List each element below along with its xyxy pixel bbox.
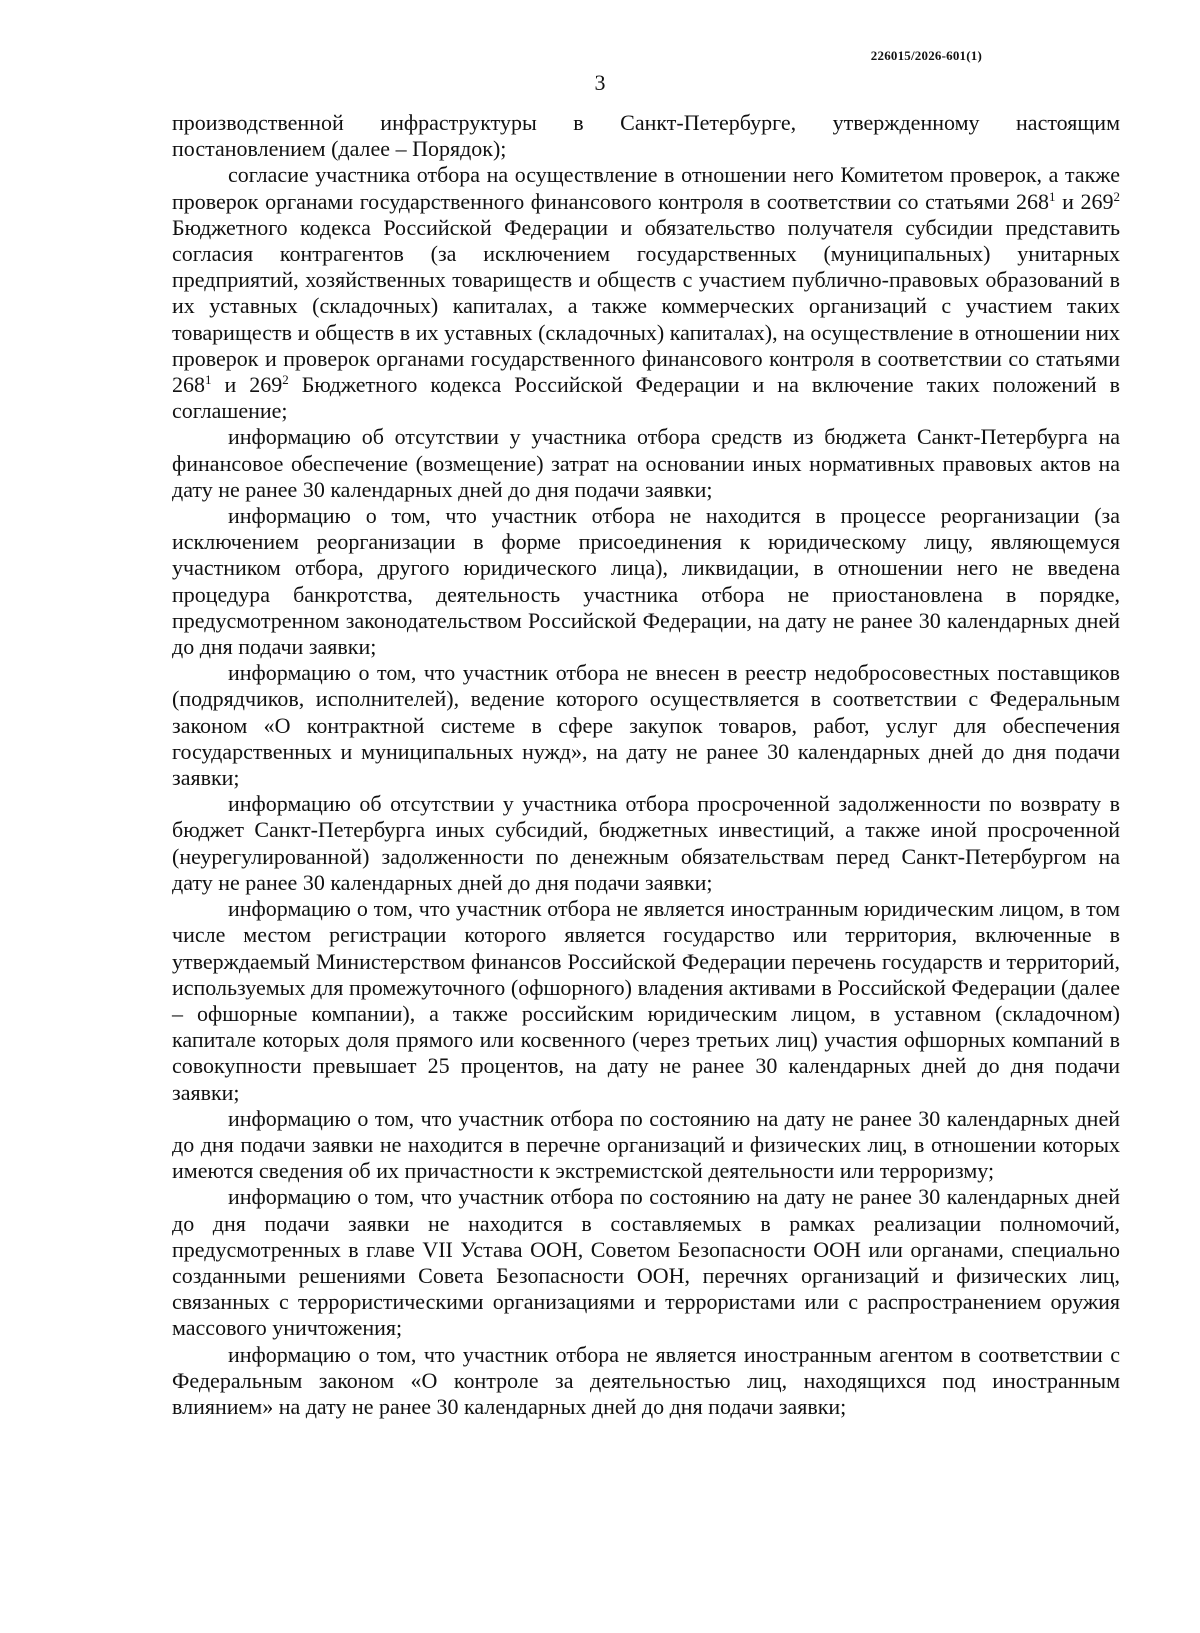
superscript: 1 (205, 372, 212, 388)
paragraph (172, 162, 1120, 424)
paragraph (172, 503, 1120, 660)
text-run: Бюджетного кодекса Российской Федерации и обязательство получателя субсидии представить согласия контрагентов (за исключением государственных (муниципальных) унитарных предприятий, хозяйственных товариществ и обществ с участием публично-правовых образований в их уставных (складочных) капиталах, а также коммерческих организаций с участием таких товариществ и обществ в их уставных (складочных) капиталах), на осуществление в отношении них проверок и проверок органами государственного финансового контроля в соответствии со статьями 268 (172, 214, 1120, 398)
superscript: 2 (1113, 188, 1120, 204)
text-run: Бюджетного кодекса Российской Федерации и на включение таких положений в соглашение; (172, 372, 1120, 424)
superscript: 2 (282, 372, 289, 388)
text-run: и 269 (1055, 188, 1114, 214)
document-body (172, 110, 1120, 1420)
paragraph (172, 1106, 1120, 1185)
text-run: информацию об отсутствии у участника отбора просроченной задолженности по возврату в бюджет Санкт-Петербурга иных субсидий, бюджетных инвестиций, а также иной просроченной (неурегулированной) задолженности по денежным обязательствам перед Санкт-Петербургом на дату не ранее 30 календарных дней до дня подачи заявки; (172, 791, 1120, 895)
text-run: согласие участника отбора на осуществление в отношении него Комитетом проверок, а также проверок органами государственного финансового контроля в соответствии со статьями 268 (172, 162, 1120, 214)
paragraph (172, 660, 1120, 791)
text-run: информацию о том, что участник отбора не находится в процессе реорганизации (за исключением реорганизации в форме присоединения к юридическому лицу, являющемуся участником отбора, другого юридического лица), ликвидации, в отношении него не введена процедура банкротства, деятельность участника отбора не приостановлена в порядке, предусмотренном законодательством Российской Федерации, на дату не ранее 30 календарных дней до дня подачи заявки; (172, 503, 1120, 660)
text-run: информацию о том, что участник отбора по состоянию на дату не ранее 30 календарных дней до дня подачи заявки не находится в перечне организаций и физических лиц, в отношении которых имеются сведения об их причастности к экстремистской деятельности или терроризму; (172, 1105, 1120, 1184)
text-run: и 269 (211, 372, 283, 398)
text-run: информацию о том, что участник отбора не внесен в реестр недобросовестных поставщиков (подрядчиков, исполнителей), ведение которого осуществляется в соответствии с Федеральным законом «О контрактной системе в сфере закупок товаров, работ, услуг для обеспечения государственных и муниципальных нужд», на дату не ранее 30 календарных дней до дня подачи заявки; (172, 660, 1120, 791)
text-run: информацию об отсутствии у участника отбора средств из бюджета Санкт-Петербурга на финансовое обеспечение (возмещение) затрат на основании иных нормативных правовых актов на дату не ранее 30 календарных дней до дня подачи заявки; (172, 424, 1120, 502)
superscript: 1 (1049, 188, 1056, 204)
paragraph (172, 896, 1120, 1106)
paragraph (172, 1342, 1120, 1421)
page-number: 3 (594, 70, 606, 95)
paragraph (172, 791, 1120, 896)
document-number: 226015/2026-601(1) (870, 48, 982, 63)
text-run: информацию о том, что участник отбора не является иностранным агентом в соответствии с Федеральным законом «О контроле за деятельностью лиц, находящихся под иностранным влиянием» на дату не ранее 30 календарных дней до дня подачи заявки; (172, 1341, 1120, 1419)
text-run: информацию о том, что участник отбора не является иностранным юридическим лицом, в том числе местом регистрации которого является государство или территория, включенные в утверждаемый Министерством финансов Российской Федерации перечень государств и территорий, используемых для промежуточного (офшорного) владения активами в Российской Федерации (далее – офшорные компании), а также российским юридическим лицом, в уставном (складочном) капитале которых доля прямого или косвенного (через третьих лиц) участия офшорных компаний в совокупности превышает 25 процентов, на дату не ранее 30 календарных дней до дня подачи заявки; (172, 896, 1120, 1105)
paragraph (172, 1184, 1120, 1341)
text-run: информацию о том, что участник отбора по состоянию на дату не ранее 30 календарных дней до дня подачи заявки не находится в составляемых в рамках реализации полномочий, предусмотренных в главе VII Устава ООН, Советом Безопасности ООН или органами, специально созданными решениями Совета Безопасности ООН, перечнях организаций и физических лиц, связанных с террористическими организациями и террористами или с распространением оружия массового уничтожения; (172, 1184, 1120, 1341)
paragraph (172, 110, 1120, 162)
paragraph (172, 424, 1120, 503)
text-run: производственной инфраструктуры в Санкт-Петербурге, утвержденному настоящим постановлением (далее – Порядок); (172, 110, 1120, 162)
